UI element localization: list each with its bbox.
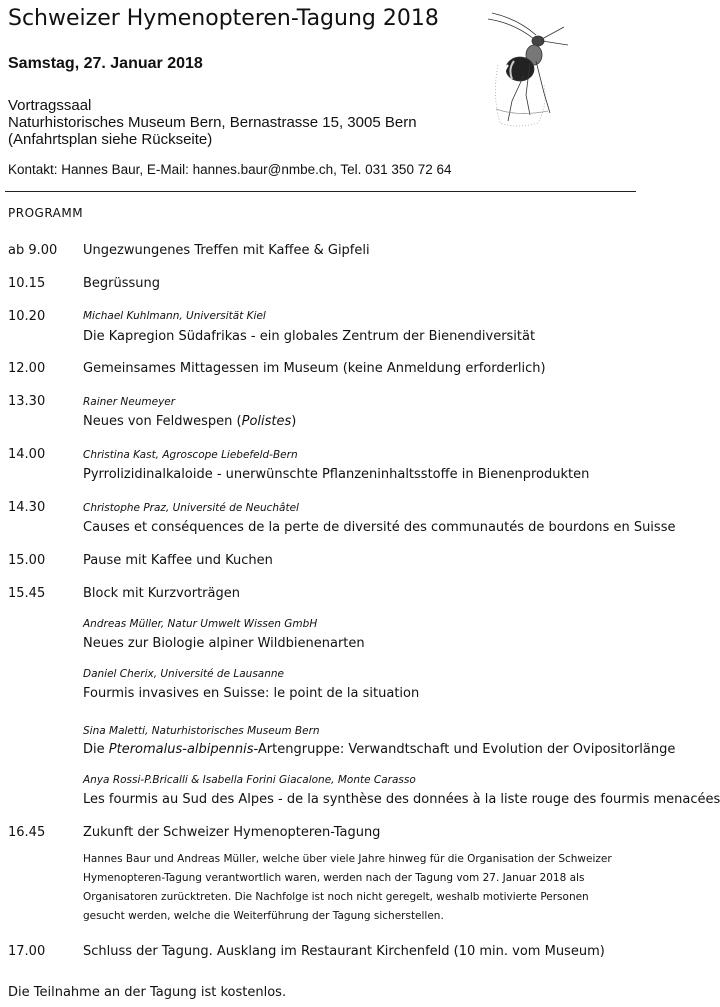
page-title: Schweizer Hymenopteren-Tagung 2018 — [8, 6, 439, 31]
speaker-name: Sina Maletti, Naturhistorisches Museum Bern — [83, 725, 320, 737]
speaker-name: Andreas Müller, Natur Umwelt Wissen GmbH — [83, 618, 318, 630]
program-time: 13.30 — [8, 394, 46, 409]
program-time: 16.45 — [8, 825, 46, 840]
venue-address: Naturhistorisches Museum Bern, Bernastrasse 15, 3005 Bern — [8, 114, 417, 131]
wasp-illustration — [478, 5, 576, 133]
program-time: 14.30 — [8, 500, 46, 515]
program-time: 10.20 — [8, 309, 46, 324]
section-label: PROGRAMM — [8, 206, 84, 220]
program-time: 12.00 — [8, 361, 46, 376]
program-time: 15.00 — [8, 553, 46, 568]
venue-room: Vortragssaal — [8, 97, 92, 114]
speaker-name: Anya Rossi-P.Bricalli & Isabella Forini Giacalone, Monte Carasso — [83, 774, 416, 786]
notice-paragraph: Hannes Baur und Andreas Müller, welche über viele Jahre hinweg für die Organisation der Schweizer Hymenopteren-Tagung verantwortlich waren, werden nach der Tagung vom 27. Januar 2018 als Organisatoren zurücktreten. Die Nachfolge ist noch nicht geregelt, weshalb motivierte Personen gesucht werden, welche die Weiterführung der Tagung sicherstellen. — [83, 853, 612, 922]
talk-title: Fourmis invasives en Suisse: le point de la situation — [83, 686, 420, 701]
program-time: 17.00 — [8, 944, 46, 959]
contact-line: Kontakt: Hannes Baur, E-Mail: hannes.baur@nmbe.ch, Tel. 031 350 72 64 — [8, 162, 452, 177]
program-item: Block mit Kurzvorträgen — [83, 586, 240, 601]
talk-title: Les fourmis au Sud des Alpes - de la synthèse des données à la liste rouge des fourmis menacées — [83, 792, 720, 807]
header-divider — [5, 191, 636, 192]
talk-title: Pyrrolizidinalkaloide - unerwünschte Pflanzeninhaltsstoffe in Bienenprodukten — [83, 467, 590, 482]
program-item: Zukunft der Schweizer Hymenopteren-Tagung — [83, 825, 381, 840]
footer-note: Die Teilnahme an der Tagung ist kostenlos. — [8, 985, 287, 1000]
program-item: Schluss der Tagung. Ausklang im Restaurant Kirchenfeld (10 min. vom Museum) — [83, 944, 605, 959]
venue-directions-note: (Anfahrtsplan siehe Rückseite) — [8, 131, 213, 148]
talk-title: Die Kapregion Südafrikas - ein globales Zentrum der Bienendiversität — [83, 329, 536, 344]
program-time: 10.15 — [8, 276, 46, 291]
program-time: 15.45 — [8, 586, 46, 601]
talk-title: Causes et conséquences de la perte de diversité des communautés de bourdons en Suisse — [83, 520, 676, 535]
program-item: Pause mit Kaffee und Kuchen — [83, 553, 273, 568]
program-time: 14.00 — [8, 447, 46, 462]
program-item: Begrüssung — [83, 276, 161, 291]
speaker-name: Michael Kuhlmann, Universität Kiel — [83, 310, 266, 322]
speaker-name: Daniel Cherix, Université de Lausanne — [83, 668, 285, 680]
program-time: ab 9.00 — [8, 243, 58, 258]
talk-title: Neues zur Biologie alpiner Wildbienenarten — [83, 636, 365, 651]
speaker-name: Christina Kast, Agroscope Liebefeld-Bern — [83, 449, 298, 461]
speaker-name: Rainer Neumeyer — [83, 396, 176, 408]
event-date: Samstag, 27. Januar 2018 — [8, 55, 203, 72]
speaker-name: Christophe Praz, Université de Neuchâtel — [83, 502, 299, 514]
program-item: Gemeinsames Mittagessen im Museum (keine Anmeldung erforderlich) — [83, 361, 546, 376]
talk-title: Neues von Feldwespen (Polistes) — [83, 414, 297, 429]
talk-title: Die Pteromalus-albipennis-Artengruppe: Verwandtschaft und Evolution der Ovipositorlänge — [83, 742, 676, 757]
program-item: Ungezwungenes Treffen mit Kaffee & Gipfeli — [83, 243, 370, 258]
